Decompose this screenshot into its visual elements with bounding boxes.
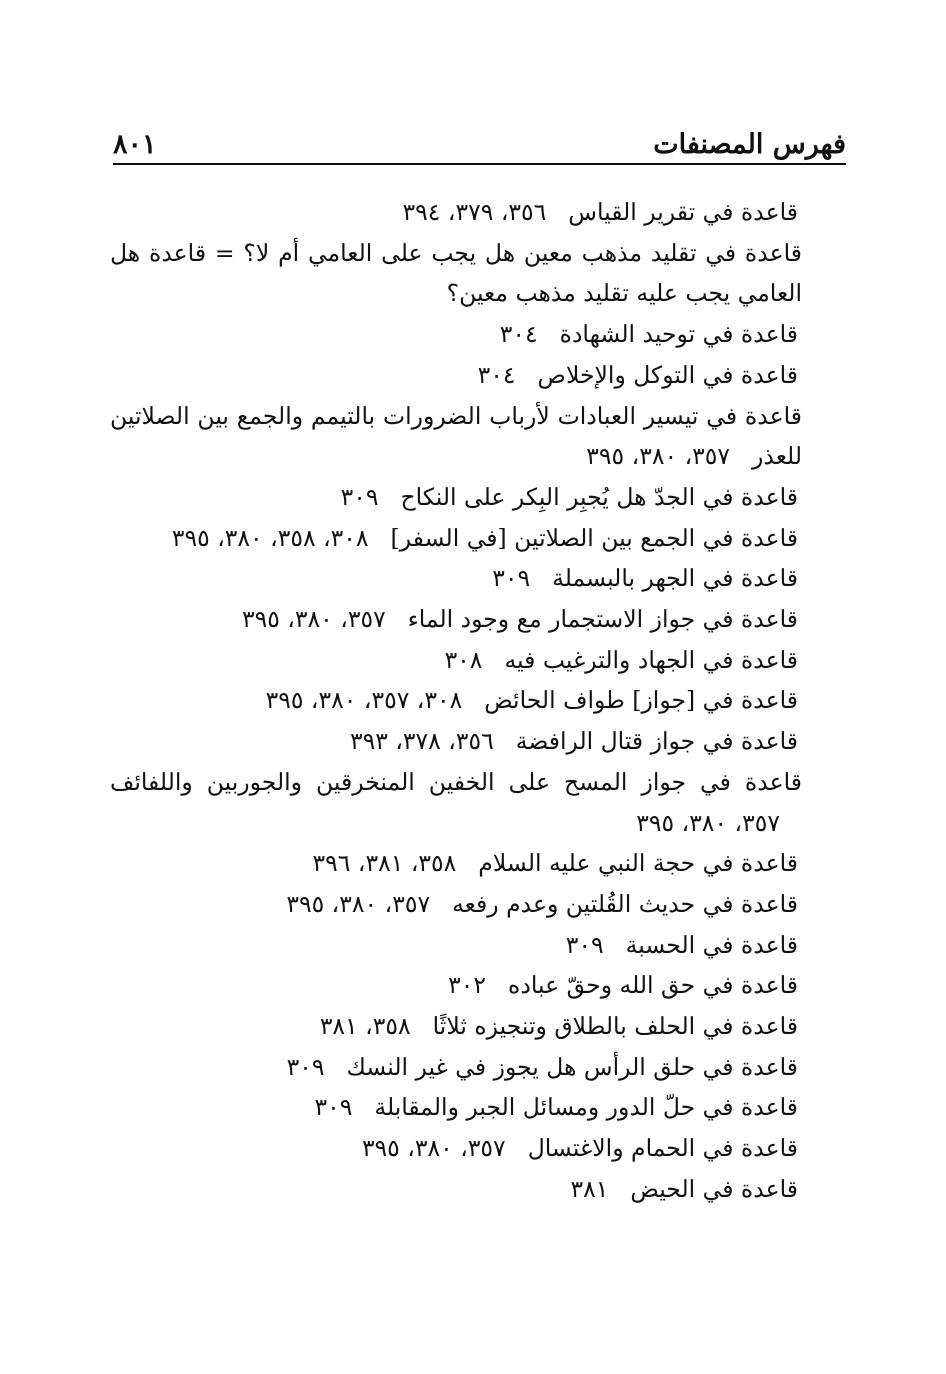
entry-pages: ٣٥٧، ٣٨٠، ٣٩٥ — [636, 808, 780, 837]
index-entry — [110, 233, 802, 314]
index-entry — [110, 396, 802, 477]
entry-topic: قاعدة في توحيد الشهادة — [559, 320, 798, 349]
entry-pages: ٣٠٨ — [444, 645, 483, 674]
index-entry — [118, 1006, 798, 1047]
index-entry — [118, 192, 798, 233]
entry-topic: قاعدة في الحسبة — [625, 930, 798, 959]
entry-topic: قاعدة في حديث القُلتين وعدم رفعه — [452, 889, 798, 918]
page-number: ٨٠١ — [113, 129, 157, 160]
entry-pages: ٣٨١ — [570, 1174, 609, 1203]
entry-pages: ٣٥٦، ٣٧٨، ٣٩٣ — [349, 727, 494, 756]
index-entry — [110, 762, 802, 843]
entry-topic: قاعدة في جواز الاستجمار مع وجود الماء — [407, 605, 798, 634]
entry-pages: ٣٥٨، ٣٨١ — [319, 1012, 411, 1041]
entry-pages: ٣٠٨، ٣٥٧، ٣٨٠، ٣٩٥ — [265, 686, 463, 715]
index-entry — [118, 1047, 798, 1088]
index-entry — [118, 843, 798, 884]
entry-pages: ٣٥٧، ٣٨٠، ٣٩٥ — [586, 442, 731, 471]
running-header — [113, 128, 846, 168]
entry-topic: قاعدة في تقليد مذهب معين هل يجب على العامي أم لا؟ = قاعدة هل العامي يجب عليه تقليد مذهب معين؟ — [110, 238, 802, 308]
entry-topic: قاعدة في الحيض — [630, 1174, 798, 1203]
index-entry — [118, 355, 798, 396]
entry-pages: ٣٠٩ — [314, 1093, 353, 1122]
entry-topic: قاعدة في جواز المسح على الخفين المنخرقين والجوربين واللفائف — [110, 767, 802, 796]
index-entry — [118, 721, 798, 762]
entry-pages: ٣٠٨، ٣٥٨، ٣٨٠، ٣٩٥ — [171, 523, 369, 552]
entry-topic: قاعدة في حلّ الدور ومسائل الجبر والمقابلة — [374, 1093, 798, 1122]
header-rule — [113, 163, 846, 165]
index-entry — [118, 965, 798, 1006]
entry-topic: قاعدة في جواز قتال الرافضة — [515, 727, 798, 756]
entry-topic: قاعدة في الجدّ هل يُجبِر البِكر على النكاح — [400, 482, 798, 511]
entry-pages: ٣٠٩ — [340, 482, 379, 511]
entry-topic: قاعدة في تيسير العبادات لأرباب الضرورات بالتيمم والجمع بين الصلاتين للعذر — [110, 401, 802, 471]
index-entry — [118, 925, 798, 966]
entry-pages: ٣٠٩ — [286, 1052, 325, 1081]
entry-topic: قاعدة في التوكل والإخلاص — [537, 360, 798, 389]
index-entry — [118, 884, 798, 925]
entry-pages: ٣٠٩ — [565, 930, 604, 959]
entry-topic: قاعدة في حق الله وحقّ عباده — [508, 971, 798, 1000]
index-entry — [118, 1128, 798, 1169]
entry-pages: ٣٥٧، ٣٨٠، ٣٩٥ — [286, 889, 431, 918]
page-title: فهرس المصنفات — [653, 129, 846, 160]
entry-topic: قاعدة في الجمع بين الصلاتين [في السفر] — [390, 523, 798, 552]
entry-topic: قاعدة في الحمام والاغتسال — [527, 1134, 798, 1163]
entry-pages: ٣٠٤ — [499, 320, 538, 349]
entry-pages: ٣٥٧، ٣٨٠، ٣٩٥ — [361, 1134, 506, 1163]
index-entry — [118, 477, 798, 518]
index-entry — [118, 680, 798, 721]
index-entries — [110, 192, 802, 1210]
index-entry — [118, 558, 798, 599]
index-entry — [118, 599, 798, 640]
entry-pages: ٣٠٩ — [492, 564, 531, 593]
entry-topic: قاعدة في الجهر بالبسملة — [552, 564, 798, 593]
entry-pages: ٣٥٦، ٣٧٩، ٣٩٤ — [402, 198, 547, 226]
entry-topic: قاعدة في الحلف بالطلاق وتنجيزه ثلاثًا — [432, 1012, 798, 1041]
entry-topic: قاعدة في حلق الرأس هل يجوز في غير النسك — [346, 1052, 798, 1081]
entry-topic: قاعدة في [جواز] طواف الحائض — [484, 686, 798, 715]
entry-topic: قاعدة في تقرير القياس — [568, 198, 798, 226]
entry-pages: ٣٠٢ — [448, 971, 487, 1000]
index-entry — [118, 518, 798, 559]
entry-pages: ٣٥٨، ٣٨١، ٣٩٦ — [312, 849, 457, 878]
entry-topic: قاعدة في حجة النبي عليه السلام — [478, 849, 798, 878]
entry-pages: ٣٥٧، ٣٨٠، ٣٩٥ — [241, 605, 386, 634]
index-entry — [118, 1169, 798, 1210]
entry-topic: قاعدة في الجهاد والترغيب فيه — [504, 645, 798, 674]
entry-pages: ٣٠٤ — [477, 360, 516, 389]
index-entry — [118, 1087, 798, 1128]
index-entry — [118, 314, 798, 355]
index-entry — [118, 640, 798, 681]
